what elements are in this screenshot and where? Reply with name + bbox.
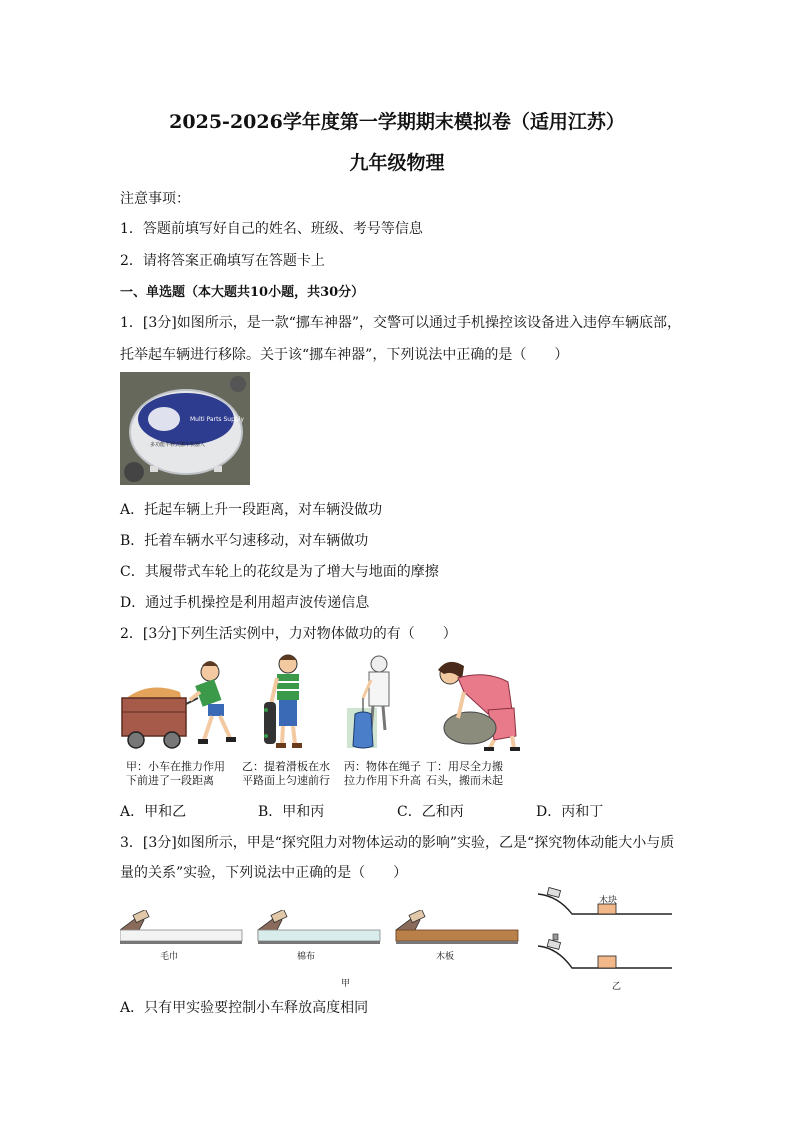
q1-stem-line1: 1．[3分]如图所示，是一款“挪车神器”，交警可以通过手机操控该设备进入违停车辆底部，: [120, 315, 682, 331]
q2-option-b[interactable]: B．甲和丙: [258, 804, 325, 820]
q1-photo-brand-text: Multi Parts Supply: [190, 416, 244, 423]
q2-figure-jia: [118, 652, 243, 752]
exam-title: 2025-2026学年度第一学期期末模拟卷（适用江苏）: [169, 111, 625, 133]
q2-caption-yi: [242, 760, 330, 788]
q3-label-jia: 甲: [341, 979, 351, 989]
q2-caption-jia: [126, 760, 225, 788]
q2-caption-jia-line2: 下前进了一段距离: [126, 774, 214, 787]
q1-stem-line2: 托举起车辆进行移除。关于该“挪车神器”，下列说法中正确的是（ ）: [120, 347, 569, 363]
q3-block-label: 木块: [599, 896, 618, 906]
q1-option-b[interactable]: B．托着车辆水平匀速移动，对车辆做功: [120, 533, 369, 549]
q2-caption-ding: [426, 760, 503, 788]
exam-subtitle: 九年级物理: [349, 152, 445, 174]
section-heading: 一、单选题（本大题共10小题，共30分）: [120, 285, 365, 300]
q2-stem: 2．[3分]下列生活实例中，力对物体做功的有（ ）: [120, 626, 457, 642]
q2-caption-yi-line2: 平路面上匀速前行: [242, 774, 330, 787]
q2-caption-bing: [344, 760, 421, 788]
notes-heading: 注意事项：: [120, 191, 190, 207]
q2-figure-bing: [343, 652, 403, 752]
q3-surface-cotton: 棉布: [297, 952, 316, 962]
notes-item-2: 2．请将答案正确填写在答题卡上: [120, 253, 325, 269]
q2-figure-yi: [262, 652, 312, 752]
notes-item-1: 1．答题前填写好自己的姓名、班级、考号等信息: [120, 221, 423, 237]
q1-option-d[interactable]: D．通过手机操控是利用超声波传递信息: [120, 595, 370, 611]
q3-surface-towel: 毛巾: [160, 952, 179, 962]
q2-caption-bing-line1: 丙：物体在绳子: [344, 760, 421, 773]
q2-caption-yi-line1: 乙：提着滑板在水: [242, 760, 330, 773]
q2-caption-ding-line2: 石头，搬而未起: [426, 774, 503, 787]
q3-surface-wood: 木板: [436, 952, 455, 962]
q2-caption-ding-line1: 丁：用尽全力搬: [426, 760, 503, 773]
q3-stem-line2: 量的关系”实验，下列说法中正确的是（ ）: [120, 865, 408, 881]
q2-option-a[interactable]: A．甲和乙: [120, 804, 187, 820]
q1-photo-product-text: 多功能平移式挪车机器人: [150, 442, 206, 448]
q2-option-c[interactable]: C．乙和丙: [397, 804, 464, 820]
q3-stem-line1: 3．[3分]如图所示，甲是“探究阻力对物体运动的影响”实验，乙是“探究物体动能大小与质: [120, 835, 675, 851]
q1-photo: [120, 372, 250, 485]
q3-label-yi: 乙: [612, 982, 622, 992]
q2-figure-ding: [424, 652, 524, 752]
q3-figure-jia: [120, 910, 520, 955]
q1-option-a[interactable]: A．托起车辆上升一段距离，对车辆没做功: [120, 502, 383, 518]
q2-option-d[interactable]: D．丙和丁: [536, 804, 604, 820]
q3-option-a[interactable]: A．只有甲实验要控制小车释放高度相同: [120, 1000, 369, 1016]
q1-option-c[interactable]: C．其履带式车轮上的花纹是为了增大与地面的摩擦: [120, 564, 439, 580]
q2-caption-bing-line2: 拉力作用下升高: [344, 774, 421, 787]
q2-caption-jia-line1: 甲：小车在推力作用: [126, 760, 225, 773]
